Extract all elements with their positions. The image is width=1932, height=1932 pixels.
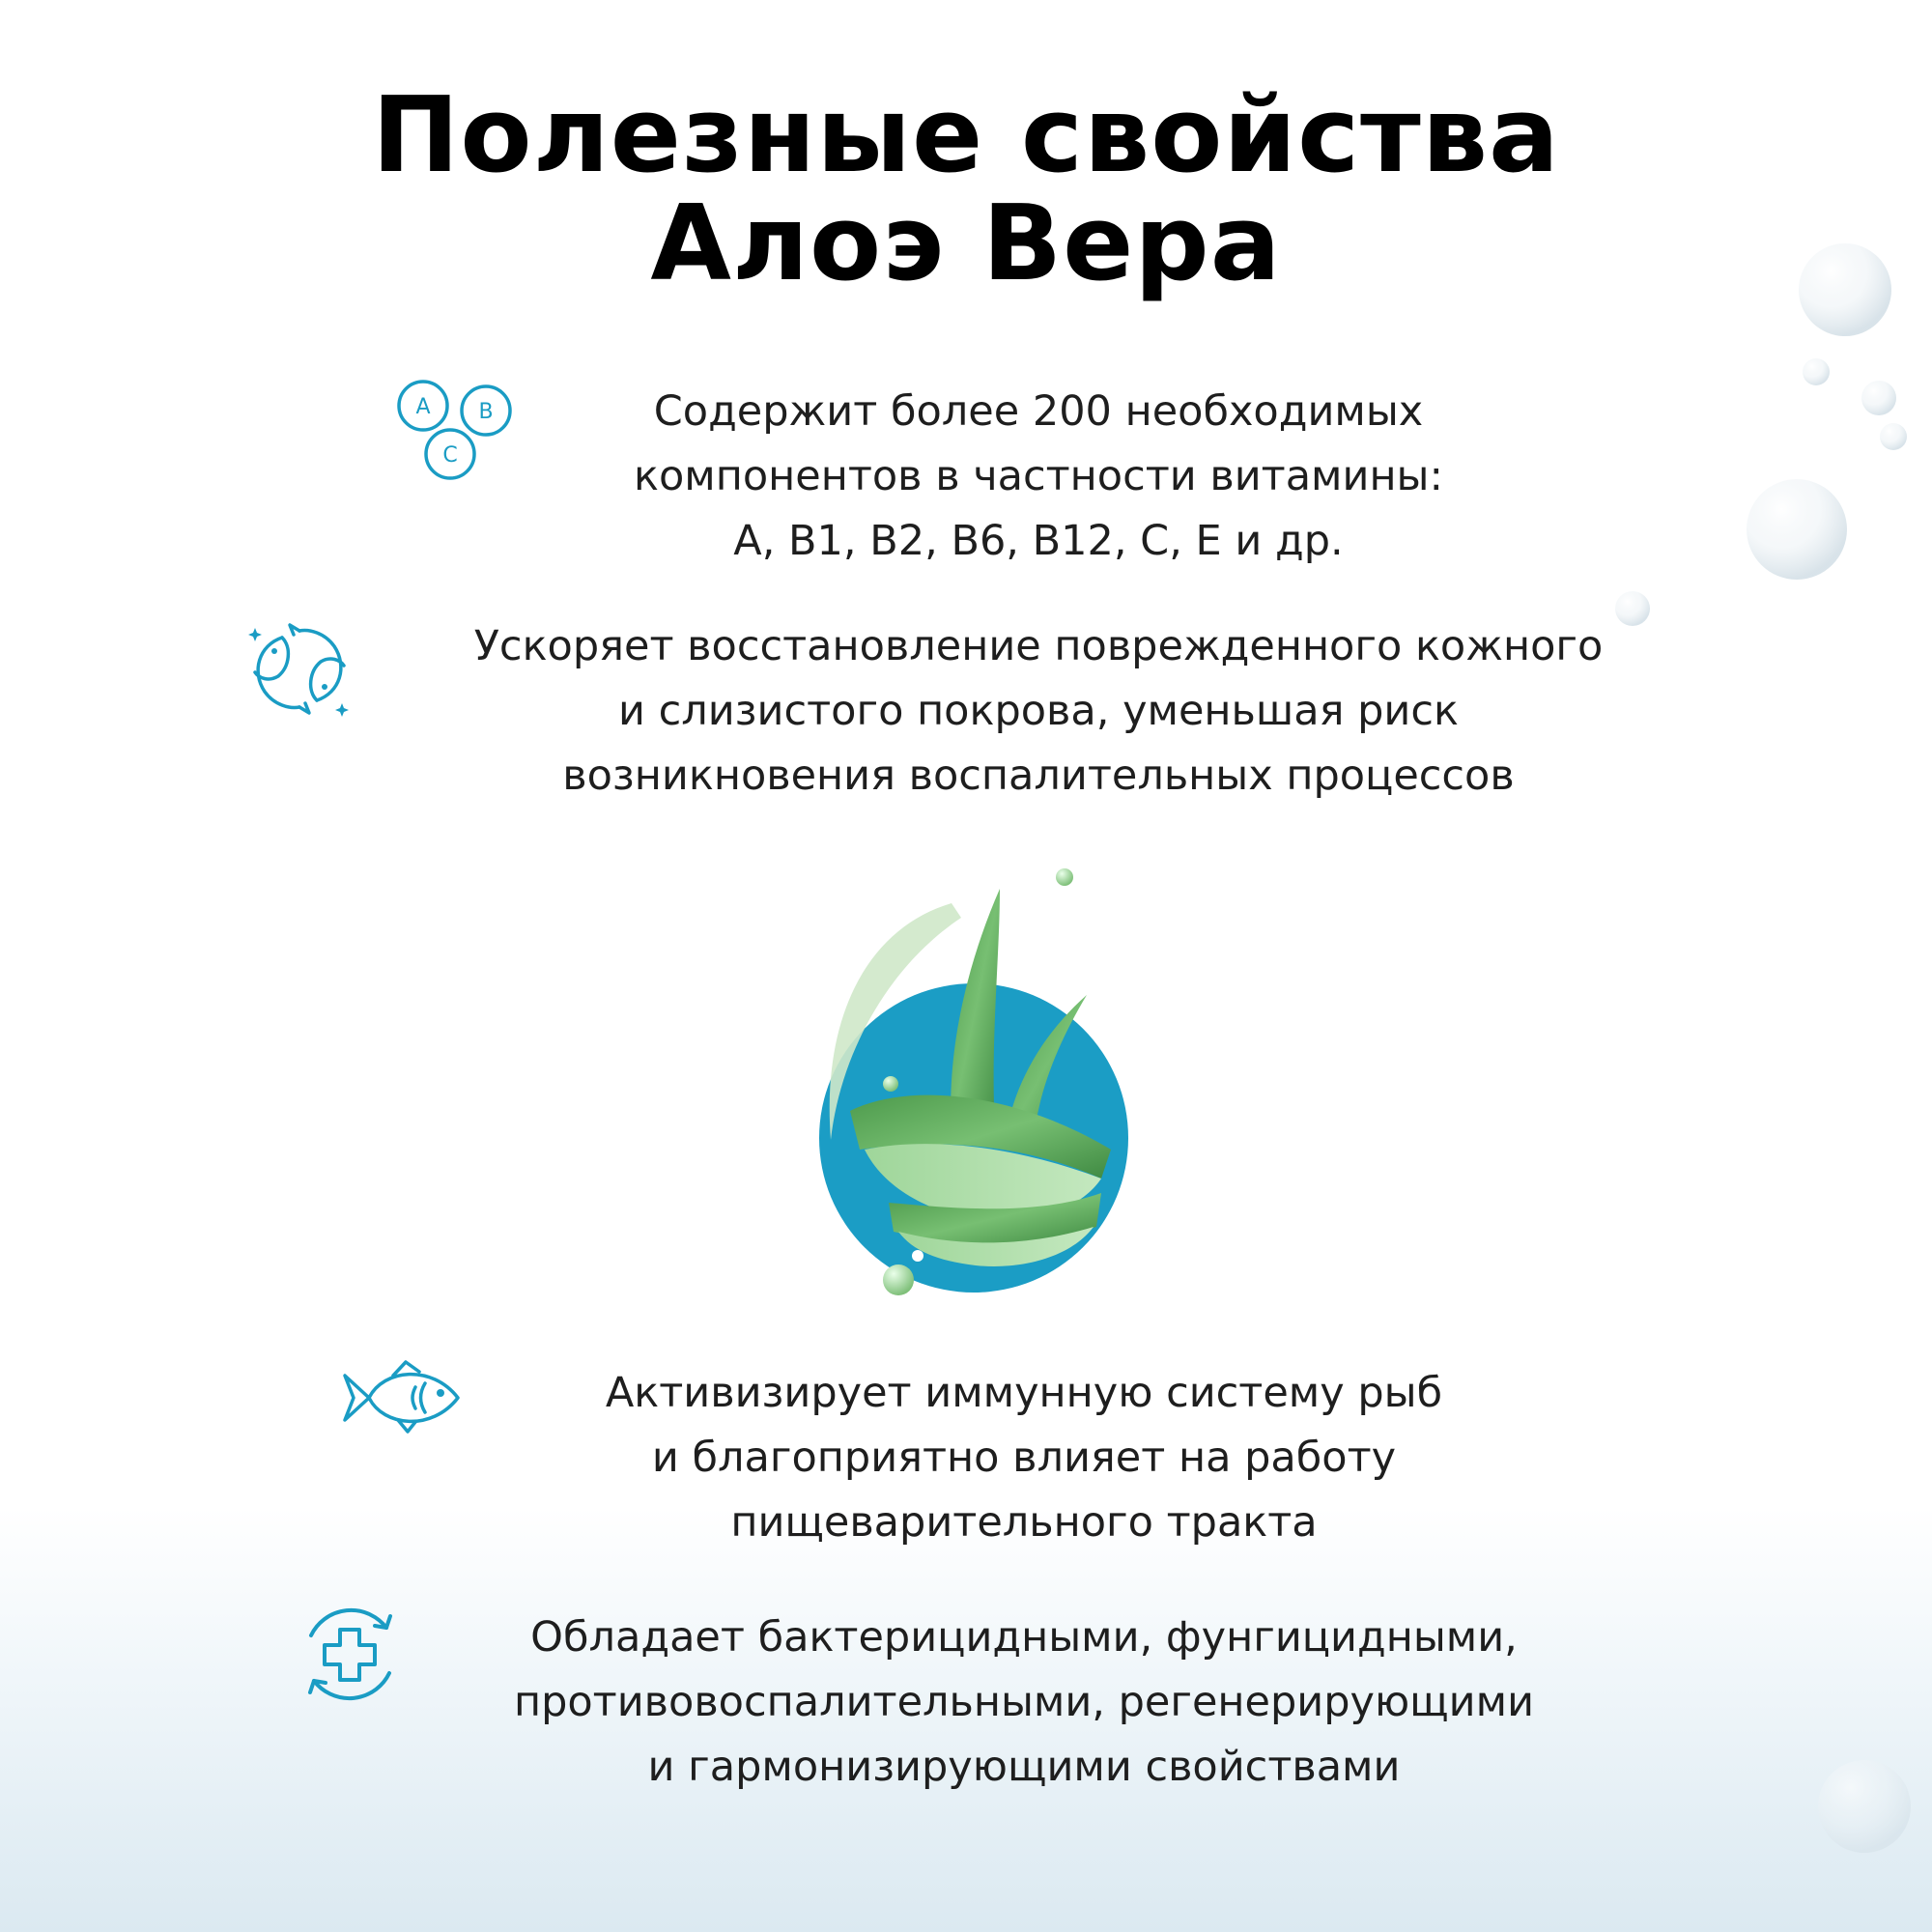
title-line-1: Полезные свойства <box>372 75 1560 196</box>
feature-vitamins-text <box>541 380 1536 574</box>
page-title <box>0 75 1932 304</box>
svg-text:B: B <box>478 400 494 424</box>
feature-properties-line-3: и гармонизирующими свойствами <box>647 1743 1401 1791</box>
feature-immunity-line-3: пищеварительного тракта <box>730 1498 1318 1547</box>
feature-vitamins-line-2: компонентов в частности витамины: <box>634 452 1443 500</box>
vitamins-abc-icon <box>394 377 515 488</box>
fish-icon <box>340 1354 466 1441</box>
feature-vitamins-line-1: Содержит более 200 необходимых <box>653 387 1424 436</box>
feature-properties-text <box>425 1605 1623 1800</box>
feature-immunity-text <box>522 1361 1526 1555</box>
health-cross-cycle-icon <box>290 1599 411 1710</box>
svg-text:C: C <box>442 443 458 468</box>
two-fish-icon <box>242 618 357 720</box>
feature-skin-line-1: Ускоряет восстановление поврежденного кожного <box>473 622 1604 670</box>
feature-immunity-line-2: и благоприятно влияет на работу <box>651 1434 1397 1482</box>
feature-properties-line-2: противовоспалительными, регенерирующими <box>513 1678 1535 1726</box>
title-line-2: Алоэ Вера <box>650 184 1282 304</box>
aloe-vera-icon <box>792 860 1140 1314</box>
feature-skin-line-3: возникновения воспалительных процессов <box>562 752 1515 800</box>
feature-skin-line-2: и слизистого покрова, уменьшая риск <box>618 687 1459 735</box>
svg-text:A: A <box>415 395 431 419</box>
feature-properties-line-1: Обладает бактерицидными, фунгицидными, <box>530 1613 1518 1662</box>
feature-skin-recovery-text <box>386 614 1690 809</box>
feature-vitamins-line-3: А, В1, В2, В6, В12, С, Е и др. <box>733 517 1344 565</box>
feature-immunity-line-1: Активизирует иммунную систему рыб <box>605 1369 1443 1417</box>
